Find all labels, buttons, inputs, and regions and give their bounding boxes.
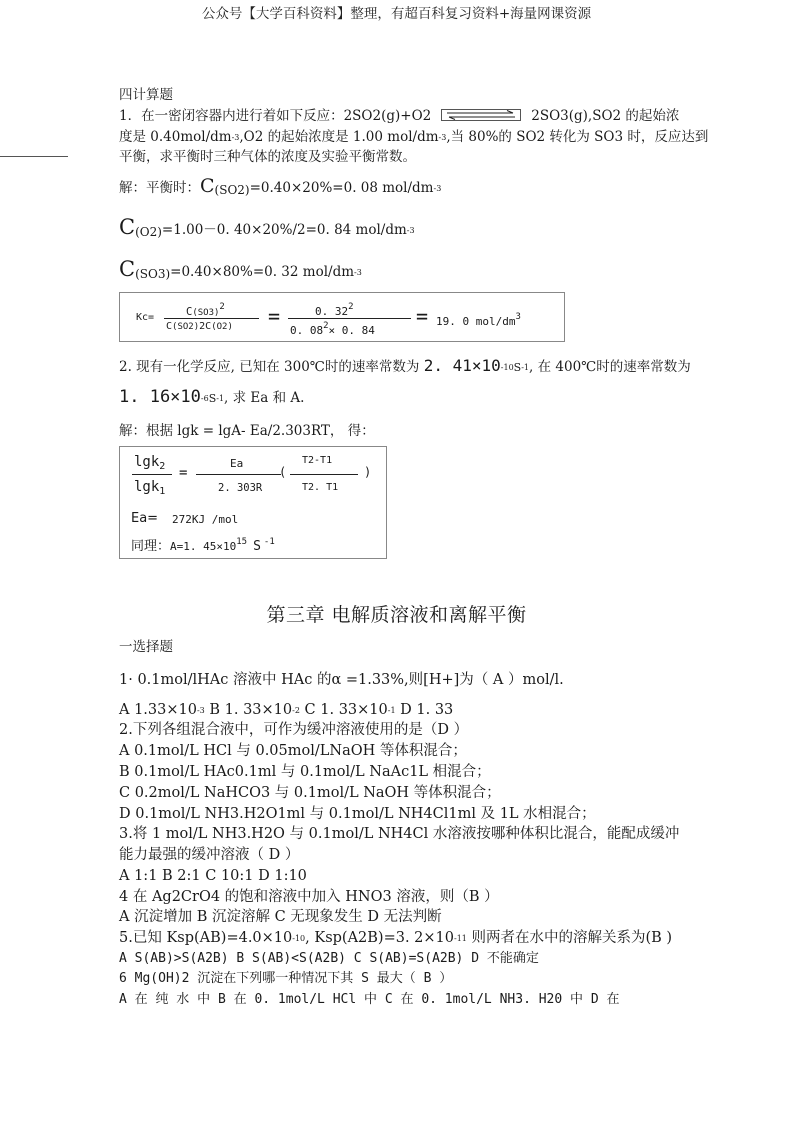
q1-line1-a: 1．在一密闭容器内进行着如下反应：2SO2(g)+O2 [119,108,432,124]
ch3-q3-options: A 1:1 B 2:1 C 10:1 D 1:10 [119,868,307,884]
ch3-q3-line1: 3.将 1 mol/L NH3.H2O 与 0.1mol/L NH4Cl 水溶液按哪种体积比混合，能配成缓冲 [119,826,680,842]
q1-line2-a: 度是 0.40mol/dm [119,129,232,145]
ch3-q5-options: A S(AB)>S(A2B) B S(AB)<S(A2B) C S(AB)=S(A2B) D 不能确定 [119,951,539,966]
kc-equals-2: = [416,304,429,328]
chapter-title: 第三章 电解质溶液和离解平衡 [266,604,527,626]
q2-line1-b: , 在 400℃时的速率常数为 [529,359,691,375]
q1-line2-e: ,当 80%的 SO2 转化为 SO3 时，反应达到 [446,129,709,145]
temp-numerator: T2-T1 [302,455,333,466]
q1-line2-c: ,O2 的起始浓度是 1.00 mol/dm [239,129,439,145]
conc-symbol: C [119,215,136,239]
ea-numerator: Ea [230,457,244,470]
kc-num1-symbol: C [186,306,193,318]
opt-c: C 1. 33×10 [299,702,388,718]
lgk1 [134,479,165,497]
paren-open: ( [279,465,287,479]
kc-num1-sub: (SO3) [192,308,220,318]
ea-denominator: 2. 303R [218,482,263,494]
kc-den1-sub2: (O2) [211,322,233,332]
q1-line3: 平衡，求平衡时三种气体的浓度及实验平衡常数。 [119,149,416,165]
kc-num2-value: 0. 32 [315,305,349,318]
opt-c-exp: -1 [387,706,396,715]
kc-den2-rest: × 0. 84 [328,324,375,337]
kc-equals-1: = [268,304,281,328]
opt-b: B 1. 33×10 [204,702,293,718]
q2-rate-300: 2. 41×10 [423,356,501,375]
opt-d: D 1. 33 [395,702,454,718]
conc-value: =1.00－0. 40×20%/2=0. 84 mol/dm [161,222,407,238]
paren-close: ) [364,465,372,479]
conc-subscript: (SO2) [214,183,250,197]
ch3-q4-options: A 沉淀增加 B 沉淀溶解 C 无现象发生 D 无法判断 [119,909,442,925]
conc-symbol: C [119,257,136,281]
q1-solution-so2 [119,174,441,202]
lgk2-label: lgk [134,454,160,470]
a-unit-exp: -1 [263,537,275,547]
solution-prefix: 解：平衡时： [119,180,200,196]
q2-rate-300-exp: -10 [500,363,514,372]
q2-rate-400-unit: S [208,392,217,405]
kc-num2-sup: 2 [348,302,354,312]
ea-label: Ea= [131,511,159,526]
a-exp: 15 [236,537,248,547]
kc-den2-value: 0. 08 [290,324,324,337]
a-unit: S [253,539,261,554]
kc-den1-symbol2: C [205,321,212,332]
equilibrium-arrow-icon [441,109,521,121]
ch3-q6-options: A 在 纯 水 中 B 在 0. 1mol/L HCl 中 C 在 0. 1mol/L NH3. H20 中 D 在 [119,992,620,1007]
lgk1-label: lgk [134,479,160,495]
kc-fraction-line-2 [288,318,411,319]
q5-ksp-ab-exp: -10 [292,934,306,943]
opt-a-exp: -3 [196,706,205,715]
q2-rate-300-unit-exp: -1 [521,363,530,372]
q1-solution-o2 [119,215,415,244]
a-value: A=1. 45×10 [170,540,237,553]
kc-fraction-line-1 [164,318,259,319]
q2-line2-b: , 求 Ea 和 A. [224,390,305,406]
ch3-q6: 6 Mg(OH)2 沉淀在下列哪一种情况下其 S 最大（ B ） [119,971,453,986]
kc-result-sup: 3 [515,312,521,322]
q1-line1-b: 2SO3(g),SO2 的起始浓 [531,108,680,124]
q2-rate-400-unit-exp: -1 [216,394,225,403]
lgk1-sub: 1 [159,486,166,497]
q1-line2 [119,128,708,147]
lgk2 [134,454,165,472]
ch3-q2-a: A 0.1mol/L HCl 与 0.05mol/LNaOH 等体积混合； [119,743,467,759]
kc-denominator-2 [290,321,375,337]
arrhenius-box [119,446,387,559]
temp-fraction-line [290,474,358,475]
conc-exp: -3 [406,226,415,235]
kc-label: Kc= [136,312,155,323]
kc-den1-mid: 2 [199,321,206,332]
conc-value: =0.40×20%=0. 08 mol/dm [249,180,434,196]
ch3-q4: 4 在 Ag2CrO4 的饱和溶液中加入 HNO3 溶液，则（B ） [119,889,499,905]
q2-line1 [119,356,691,378]
kc-formula-box [119,292,565,342]
conc-symbol: C [200,175,215,197]
a-result [131,535,275,554]
ch3-q1-options [119,700,453,721]
q2-rate-400: 1. 16×10 [119,387,201,407]
ch3-q2: 2.下列各组混合液中，可作为缓冲溶液使用的是（D ） [119,722,469,738]
q1-line1 [119,107,679,125]
section-title-choice: 一选择题 [119,639,173,655]
ea-value: 272KJ /mol [172,513,239,526]
ch3-q2-b: B 0.1mol/L HAc0.1ml 与 0.1mol/L NaAc1L 相混合； [119,764,491,780]
q2-line1-a: 2. 现有一化学反应, 已知在 300℃时的速率常数为 [119,359,424,375]
q5-ksp-a2b: , Ksp(A2B)=3. 2×10 [305,930,454,946]
q2-rate-400-exp: -6 [200,394,209,403]
q1-solution-so3 [119,257,362,286]
page-header: 公众号【大学百科资料】整理，有超百科复习资料+海量网课资源 [201,6,592,22]
q2-solution: 解：根据 lgk = lgA- Ea/2.303RT， 得： [119,423,375,439]
arrhenius-equals: = [179,465,188,481]
q2-line2 [119,386,304,410]
ch3-q1: 1· 0.1mol/lHAc 溶液中 HAc 的α =1.33%,则[H+]为（ A ）mol/l. [119,672,564,688]
ch3-q5 [119,928,672,949]
kc-den2-sup: 2 [323,321,329,331]
kc-num1-sup: 2 [219,302,225,312]
a-label: 同理： [131,539,171,554]
q5-rest: 则两者在水中的溶解关系为(B ) [466,930,673,946]
conc-exp: -3 [354,268,362,277]
conc-subscript: (O2) [135,225,162,239]
ch3-q2-c: C 0.2mol/L NaHCO3 与 0.1mol/L NaOH 等体积混合； [119,785,501,801]
opt-b-exp: -2 [292,706,300,715]
opt-a: A 1.33×10 [119,702,197,718]
ch3-q3-line2: 能力最强的缓冲溶液（ D ） [119,847,300,863]
conc-subscript: (SO3) [135,267,171,281]
q5-ksp-ab: 5.已知 Ksp(AB)=4.0×10 [119,930,293,946]
kc-den1-symbol: C [166,321,173,332]
kc-result-value: 19. 0 mol/dm [436,315,516,328]
ch3-q2-d: D 0.1mol/L NH3.H2O1ml 与 0.1mol/L NH4Cl1ml 及 1L 水相混合； [119,806,596,822]
temp-denominator: T2. T1 [302,482,339,493]
margin-rule [0,156,68,157]
ea-fraction-line [196,474,281,475]
q1-line2-exp2: -3 [438,133,447,142]
kc-result [436,312,521,328]
conc-value: =0.40×80%=0. 32 mol/dm [170,264,355,280]
conc-exp: -3 [433,184,442,193]
section-title-calc: 四计算题 [119,87,173,103]
kc-numerator-1 [186,302,225,318]
lgk-fraction-line [132,474,172,475]
q2-rate-300-unit: S [513,361,522,374]
kc-numerator-2 [315,302,354,318]
q1-line2-exp1: -3 [231,133,240,142]
lgk2-sub: 2 [159,461,166,472]
kc-den1-sub1: (SO2) [172,322,200,332]
q5-ksp-a2b-exp: -11 [454,934,467,943]
kc-denominator-1 [166,321,233,332]
